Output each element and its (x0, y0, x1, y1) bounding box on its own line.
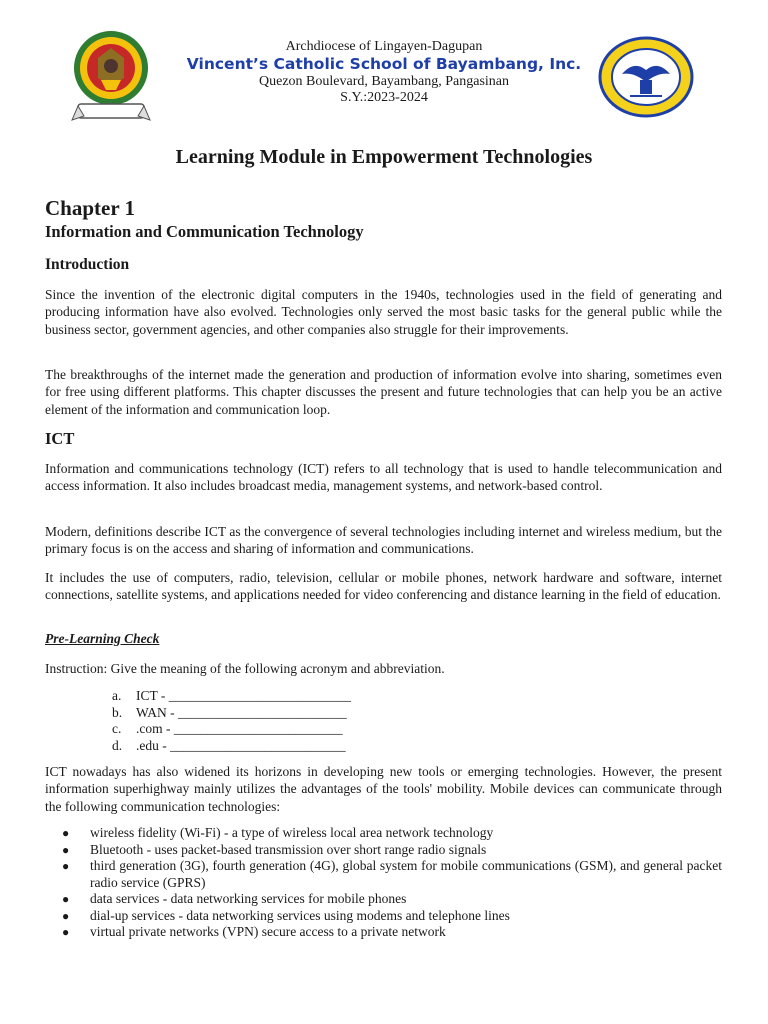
intro-paragraph-2: The breakthroughs of the internet made the generation and production of information evolve into sharing, sometimes even for free using different platforms. This chapter discusses the present and future technologies that can help you be an active element of the information and communication loop. (45, 367, 722, 417)
bullet-text: data services - data networking services for mobile phones (90, 891, 407, 906)
school-seal-icon (70, 28, 152, 124)
acronym-list (112, 688, 351, 754)
list-item (62, 825, 722, 842)
technology-list (62, 825, 722, 941)
chapter-subtitle: Information and Communication Technology (45, 222, 364, 241)
ict-paragraph-3: It includes the use of computers, radio, television, cellular or mobile phones, network hardware and software, internet connections, satellite systems, and applications needed for video conferencing and distance learning in the field of education. (45, 570, 722, 603)
header-text (160, 39, 608, 106)
list-item (62, 858, 722, 891)
list-item (62, 924, 722, 941)
list-letter: b. (112, 704, 123, 720)
bullet-icon: ● (62, 842, 70, 857)
list-item (62, 891, 722, 908)
acronym-blank: .com - _________________________ (136, 721, 343, 736)
bullet-text: wireless fidelity (Wi-Fi) - a type of wireless local area network technology (90, 825, 494, 840)
st-vincent-seal-icon (596, 36, 696, 118)
document-header (0, 0, 768, 130)
list-item (112, 688, 351, 705)
list-letter: c. (112, 721, 122, 736)
list-letter: d. (112, 737, 123, 753)
bullet-text: dial-up services - data networking services using modems and telephone lines (90, 907, 510, 923)
bullet-text: virtual private networks (VPN) secure access to a private network (90, 924, 446, 939)
ict-heading: ICT (45, 429, 75, 448)
chapter-heading: Chapter 1 (45, 196, 136, 220)
acronym-blank: .edu - __________________________ (136, 737, 346, 753)
bullet-text: Bluetooth - uses packet-based transmission over short range radio signals (90, 841, 487, 857)
acronym-blank: ICT - ___________________________ (136, 688, 351, 703)
list-item (62, 908, 722, 925)
school-address: Quezon Boulevard, Bayambang, Pangasinan (259, 74, 509, 89)
school-year: S.Y.:2023-2024 (340, 90, 428, 105)
school-name: Vincent’s Catholic School of Bayambang, Inc. (186, 55, 582, 73)
ict-paragraph-2: Modern, definitions describe ICT as the convergence of several technologies including internet and wireless medium, but the primary focus is on the access and sharing of information and communications. (45, 524, 722, 557)
pre-learning-check-heading: Pre-Learning Check (45, 631, 160, 646)
introduction-heading: Introduction (45, 256, 130, 273)
bullet-icon: ● (62, 892, 70, 906)
ict-paragraph-1: Information and communications technology (ICT) refers to all technology that is used to handle telecommunication and access information. It also includes broadcast media, management systems, and network-based control. (45, 461, 722, 494)
list-item (62, 842, 722, 859)
list-item (112, 738, 351, 755)
bullet-icon: ● (62, 925, 70, 939)
list-item (112, 705, 351, 722)
page-title: Learning Module in Empowerment Technologies (175, 146, 593, 168)
bullet-icon: ● (62, 859, 70, 873)
archdiocese-name: Archdiocese of Lingayen-Dagupan (285, 39, 483, 54)
instruction-text: Instruction: Give the meaning of the following acronym and abbreviation. (45, 661, 445, 676)
bullet-icon: ● (62, 826, 70, 840)
bullet-text: third generation (3G), fourth generation (4G), global system for mobile communications (GSM), and general packet radio service (GPRS) (90, 858, 722, 890)
bullet-icon: ● (62, 908, 70, 923)
list-item (112, 721, 351, 738)
mobile-paragraph: ICT nowadays has also widened its horizons in developing new tools or emerging technologies. However, the present information superhighway mainly utilizes the advantages of the tools' mobility. Mobile devices can communicate through the following communication technologies: (45, 764, 722, 814)
intro-paragraph-1: Since the invention of the electronic digital computers in the 1940s, technologies used in the field of generating and producing information have also evolved. Technologies only served the most basic tasks for the general public while the business sector, government agencies, and other companies also struggle for their improvements. (45, 287, 722, 337)
acronym-blank: WAN - _________________________ (136, 704, 347, 720)
list-letter: a. (112, 688, 122, 703)
